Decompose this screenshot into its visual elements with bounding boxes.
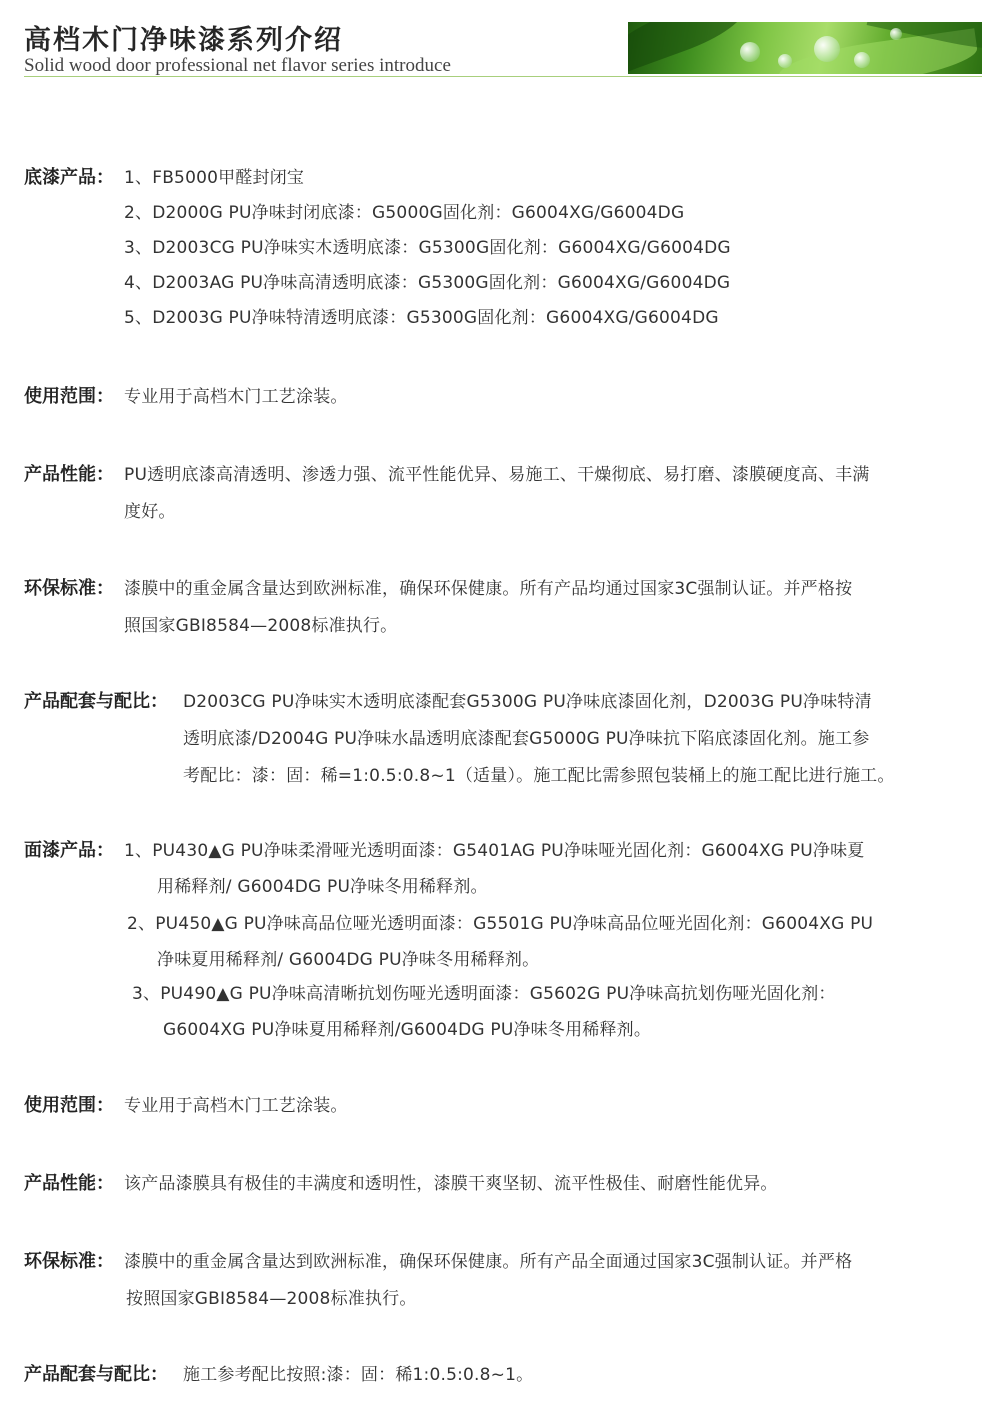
page-subtitle: Solid wood door professional net flavor series introduce xyxy=(24,55,451,76)
topcoat-item: G6004XG PU净味夏用稀释剂/G6004DG PU净味冬用稀释剂。 xyxy=(163,1020,652,1040)
env-text: 照国家GBI8584—2008标准执行。 xyxy=(124,616,398,636)
topcoat-item: 1、PU430▲G PU净味柔滑哑光透明面漆：G5401AG PU净味哑光固化剂：G6004XG PU净味夏 xyxy=(124,841,865,861)
scope-text: 专业用于高档木门工艺涂装。 xyxy=(124,1096,348,1116)
ratio-label: 产品配套与配比： xyxy=(24,691,168,712)
performance-text: PU透明底漆高清透明、渗透力强、流平性能优异、易施工、干燥彻底、易打磨、漆膜硬度高、丰满 xyxy=(124,465,870,485)
ratio-text: 考配比：漆：固：稀=1:0.5:0.8~1（适量）。施工配比需参照包装桶上的施工配比进行施工。 xyxy=(183,766,895,786)
env-text: 漆膜中的重金属含量达到欧洲标准，确保环保健康。所有产品均通过国家3C强制认证。并严格按 xyxy=(124,579,853,599)
primer-item: 5、D2003G PU净味特清透明底漆：G5300G固化剂：G6004XG/G6004DG xyxy=(124,308,719,328)
primer-item: 4、D2003AG PU净味高清透明底漆：G5300G固化剂：G6004XG/G6004DG xyxy=(124,273,731,293)
primer-item: 2、D2000G PU净味封闭底漆：G5000G固化剂：G6004XG/G6004DG xyxy=(124,203,685,223)
topcoat-item: 2、PU450▲G PU净味高品位哑光透明面漆：G5501G PU净味高品位哑光固化剂：G6004XG PU xyxy=(127,914,874,934)
page-title: 高档木门净味漆系列介绍 xyxy=(24,25,343,56)
ratio-text: 施工参考配比按照:漆：固：稀1:0.5:0.8~1。 xyxy=(183,1365,534,1385)
topcoat-item: 净味夏用稀释剂/ G6004DG PU净味冬用稀释剂。 xyxy=(157,950,540,970)
env-label: 环保标准： xyxy=(24,578,114,599)
primer-item: 3、D2003CG PU净味实木透明底漆：G5300G固化剂：G6004XG/G6004DG xyxy=(124,238,731,258)
ratio-text: 透明底漆/D2004G PU净味水晶透明底漆配套G5000G PU净味抗下陷底漆固化剂。施工参 xyxy=(183,729,870,749)
scope-label: 使用范围： xyxy=(24,386,114,407)
env-text: 漆膜中的重金属含量达到欧洲标准，确保环保健康。所有产品全面通过国家3C强制认证。并严格 xyxy=(124,1252,853,1272)
env-label: 环保标准： xyxy=(24,1251,114,1272)
topcoat-item: 用稀释剂/ G6004DG PU净味冬用稀释剂。 xyxy=(157,877,488,897)
performance-label: 产品性能： xyxy=(24,1173,114,1194)
header-image xyxy=(628,22,982,74)
ratio-label: 产品配套与配比： xyxy=(24,1364,168,1385)
header-divider xyxy=(24,76,982,77)
performance-label: 产品性能： xyxy=(24,464,114,485)
env-text: 按照国家GBI8584—2008标准执行。 xyxy=(126,1289,417,1309)
scope-text: 专业用于高档木门工艺涂装。 xyxy=(124,387,348,407)
performance-text: 该产品漆膜具有极佳的丰满度和透明性，漆膜干爽坚韧、流平性极佳、耐磨性能优异。 xyxy=(124,1174,778,1194)
performance-text: 度好。 xyxy=(124,502,176,522)
primer-label: 底漆产品： xyxy=(24,167,114,188)
primer-item: 1、FB5000甲醛封闭宝 xyxy=(124,168,305,188)
topcoat-label: 面漆产品： xyxy=(24,840,114,861)
ratio-text: D2003CG PU净味实木透明底漆配套G5300G PU净味底漆固化剂，D2003G PU净味特清 xyxy=(183,692,872,712)
topcoat-item: 3、PU490▲G PU净味高清晰抗划伤哑光透明面漆：G5602G PU净味高抗划伤哑光固化剂： xyxy=(132,984,836,1004)
scope-label: 使用范围： xyxy=(24,1095,114,1116)
